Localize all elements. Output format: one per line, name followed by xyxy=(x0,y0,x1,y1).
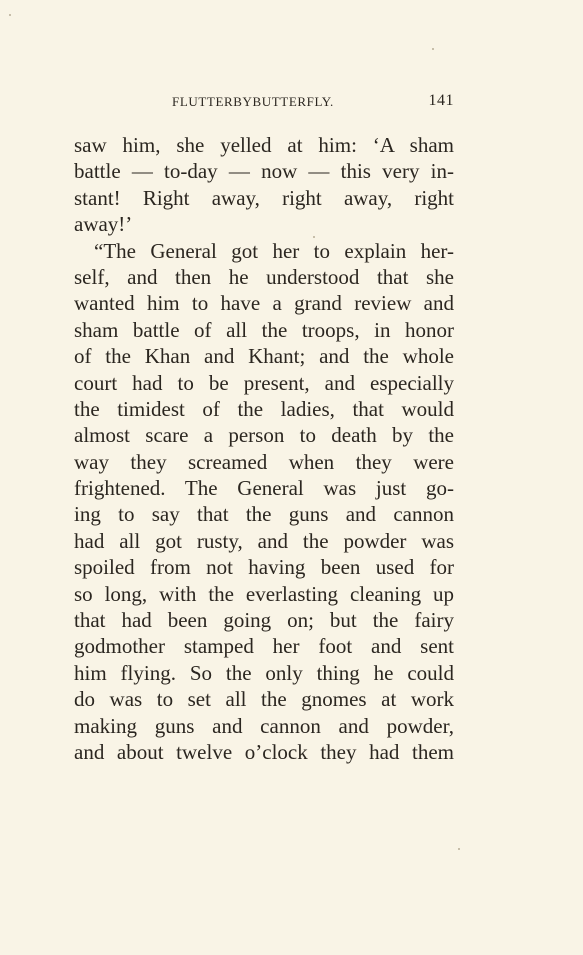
text-line: frightened. The General was just go- xyxy=(74,476,454,501)
text-line: wanted him to have a grand review and xyxy=(74,291,454,316)
running-title: FLUTTERBYBUTTERFLY. xyxy=(172,94,334,109)
paper-speck xyxy=(458,848,460,850)
text-line: and about twelve o’clock they had them xyxy=(74,739,454,764)
text-line: sham battle of all the troops, in honor xyxy=(74,317,454,342)
text-line: self, and then he understood that she xyxy=(74,264,454,289)
paragraph-first-line: “The General got her to explain her- xyxy=(94,238,454,263)
paper-speck xyxy=(432,48,434,50)
text-line: almost scare a person to death by the xyxy=(74,423,454,448)
running-head xyxy=(172,92,454,112)
text-line: do was to set all the gnomes at work xyxy=(74,687,454,712)
page-number: 141 xyxy=(428,92,454,109)
text-line: court had to be present, and especially xyxy=(74,370,454,395)
text-line: him flying. So the only thing he could xyxy=(74,660,454,685)
text-line: godmother stamped her foot and sent xyxy=(74,634,454,659)
text-line: way they screamed when they were xyxy=(74,449,454,474)
text-line: so long, with the everlasting cleaning up xyxy=(74,581,454,606)
text-line: battle — to-day — now — this very in- xyxy=(74,159,454,184)
text-line: spoiled from not having been used for xyxy=(74,555,454,580)
text-line: ing to say that the guns and cannon xyxy=(74,502,454,527)
text-line: that had been going on; but the fairy xyxy=(74,608,454,633)
text-line: saw him, she yelled at him: ‘A sham xyxy=(74,133,454,157)
paragraph-end-line: away!’ xyxy=(74,212,133,237)
text-line: of the Khan and Khant; and the whole xyxy=(74,344,454,369)
text-line: stant! Right away, right away, right xyxy=(74,185,454,210)
text-line: had all got rusty, and the powder was xyxy=(74,528,454,553)
paper-speck xyxy=(9,14,11,16)
paper-speck xyxy=(313,236,315,238)
text-line: making guns and cannon and powder, xyxy=(74,713,454,738)
body-text xyxy=(74,132,454,765)
text-line: the timidest of the ladies, that would xyxy=(74,396,454,421)
